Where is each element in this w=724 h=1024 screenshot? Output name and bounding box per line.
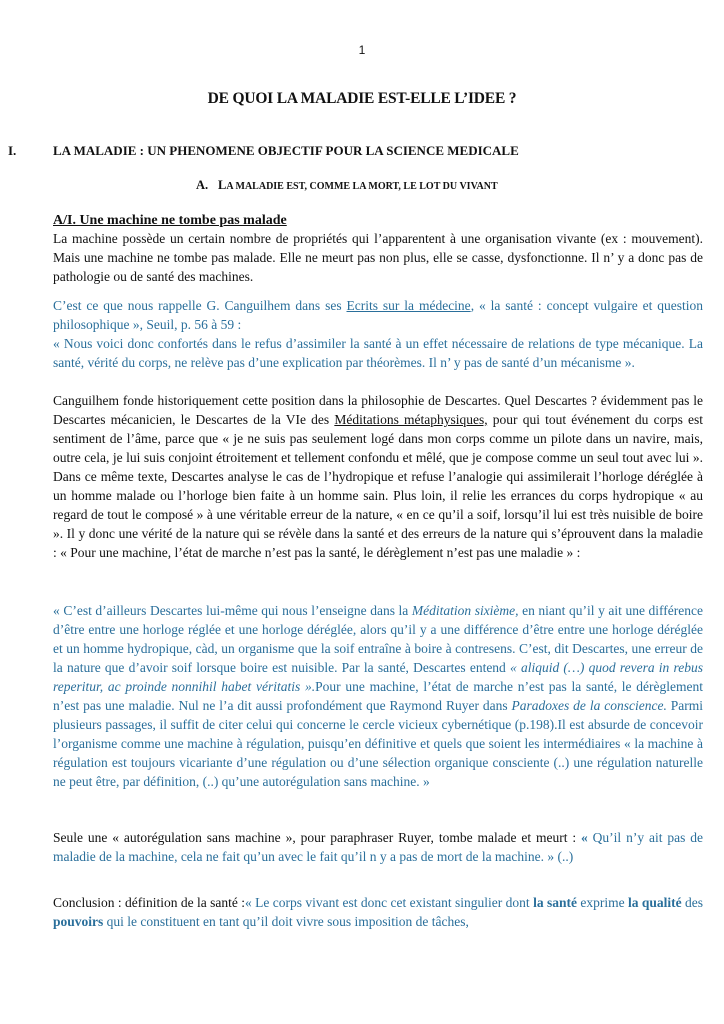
text: Conclusion : définition de la santé : <box>53 895 246 910</box>
paragraph-conclusion <box>53 893 703 931</box>
section-label: LA MALADIE : UN PHENOMENE OBJECTIF POUR LA SCIENCE MEDICALE <box>53 143 519 158</box>
section-cap: L <box>218 178 227 192</box>
book-title: Ecrits sur la médecine <box>346 298 471 313</box>
document-title: DE QUOI LA MALADIE EST-ELLE L’IDEE ? <box>207 90 517 107</box>
paragraph-canguilhem-quote <box>53 296 703 372</box>
text: C’est ce que nous rappelle G. Canguilhem dans ses <box>53 298 347 313</box>
quote: des <box>681 895 704 910</box>
emphasis: la qualité <box>627 895 682 910</box>
text: Parmi plusieurs passages, il suffit de citer celui qui concerne le cercle vicieux cybernétique (p.198).Il est absurde de concevoir l’organisme comme une machine à régulation, puisqu’en définitive et quels que soient les intermédiaires « la machine à régulation est toujours vicariante d’une régulation ou d’une sélection organique consciente (..) une régulation naturelle ne peut être, par définition, (..) qu’une autorégulation sans machine. » <box>53 698 703 789</box>
quote: qui le constituent en tant qu’il doit vivre sous imposition de tâches, <box>103 914 469 929</box>
subsection-heading: A/I. Une machine ne tombe pas malade <box>53 213 287 228</box>
section-heading-1 <box>8 143 519 159</box>
book-title: Paradoxes de la conscience. <box>511 698 667 713</box>
section-label-smallcaps: A MALADIE EST, COMME LA MORT, LE LOT DU VIVANT <box>226 181 498 192</box>
text: Seule une « autorégulation sans machine », pour paraphraser Ruyer, tombe malade et meurt : <box>53 830 582 845</box>
emphasis: pouvoirs <box>53 914 104 929</box>
paragraph-long-quote <box>53 601 703 791</box>
section-heading-a <box>196 178 498 193</box>
text: en niant qu’il y ait une différence d’être entre une horloge réglée et une horloge déréglée, alors qu’il y a une différence d’être entre une horloge déréglée et un homme hydropique, càd, un organisme que la soif entraîne à boire à contresens. C’est, dit Descartes, une erreur de la nature que d’avoir soif lorsque boire est nuisible. Par la santé, Descartes entend <box>53 603 703 675</box>
text: « C’est d’ailleurs Descartes lui-même qui nous l’enseigne dans la <box>53 603 412 618</box>
paragraph-machine: La machine possède un certain nombre de propriétés qui l’apparentent à une organisation vivante (ex : mouvement). Mais une machine ne tombe pas malade. Elle ne meurt pas non plus, elle se casse, dysfonctionne. Il n’ y a donc pas de pathologie ou de santé des machines. <box>53 231 703 284</box>
emphasis: la santé <box>533 895 577 910</box>
quote: Qu’il n’y ait pas de maladie de la machine, cela ne fait qu’un avec le fait qu’il n y a pas de mort de la machine. » (..) <box>53 830 703 864</box>
section-number: I. <box>8 143 17 158</box>
page-number: 1 <box>358 43 366 57</box>
text: , « la santé : concept vulgaire et question philosophique », Seuil, p. 56 à 59 : <box>53 298 704 332</box>
quote: exprime <box>576 895 628 910</box>
quote-open: « <box>581 830 588 845</box>
paragraph-ruyer <box>53 828 703 866</box>
book-title: Méditation sixième, <box>411 603 519 618</box>
text: pour qui tout événement du corps est sentiment de l’âme, parce que « je ne suis pas seulement logé dans mon corps comme un pilote dans un navire, mais, outre cela, je lui suis conjoint étroitement et tellement confondu et mêlé, que je compose comme un seul tout avec lui ». Dans ce même texte, Descartes analyse le cas de l’hydropique et refuse l’analogie qui assimilerait l’horloge déréglée à un homme malade ou l’horloge bien faite à un homme sain. Plus loin, il relie les errances du corps hydropique « au regard de tout le composé » à une véritable erreur de la nature, « en ce qu’il a soif, lorsqu’il lui est très nuisible de boire ». Il y donc une vérité de la nature qui se révèle dans la santé et des erreurs de la nature qui s’éprouvent dans la maladie : « Pour une machine, l’état de marche n’est pas la santé, le dérèglement n’est pas une maladie » : <box>53 412 703 560</box>
quote: « Nous voici donc confortés dans le refus d’assimiler la santé à un effet nécessaire de relations de type mécanique. La santé, vérité du corps, ne relève pas d’une explication par théorèmes. Il n’ y pas de santé d’un mécanisme ». <box>53 336 703 370</box>
quote: « Le corps vivant est donc cet existant singulier dont <box>245 895 534 910</box>
paragraph-descartes <box>53 391 703 562</box>
text: Pour une machine, l’état de marche n’est pas la santé, le dérèglement n’est pas une maladie. Nul ne l’a dit aussi profondément que Raymond Ruyer dans <box>53 679 703 713</box>
section-letter: A. <box>196 178 209 192</box>
text: Canguilhem fonde historiquement cette position dans la philosophie de Descartes. Quel Descartes ? évidemment pas le Descartes mécanicien, le Descartes de la VIe des <box>53 393 703 427</box>
book-title: Méditations métaphysiques, <box>334 412 488 427</box>
latin-quote: « aliquid (…) quod revera in rebus reperitur, ac proinde nonnihil habet véritatis ». <box>53 660 703 694</box>
